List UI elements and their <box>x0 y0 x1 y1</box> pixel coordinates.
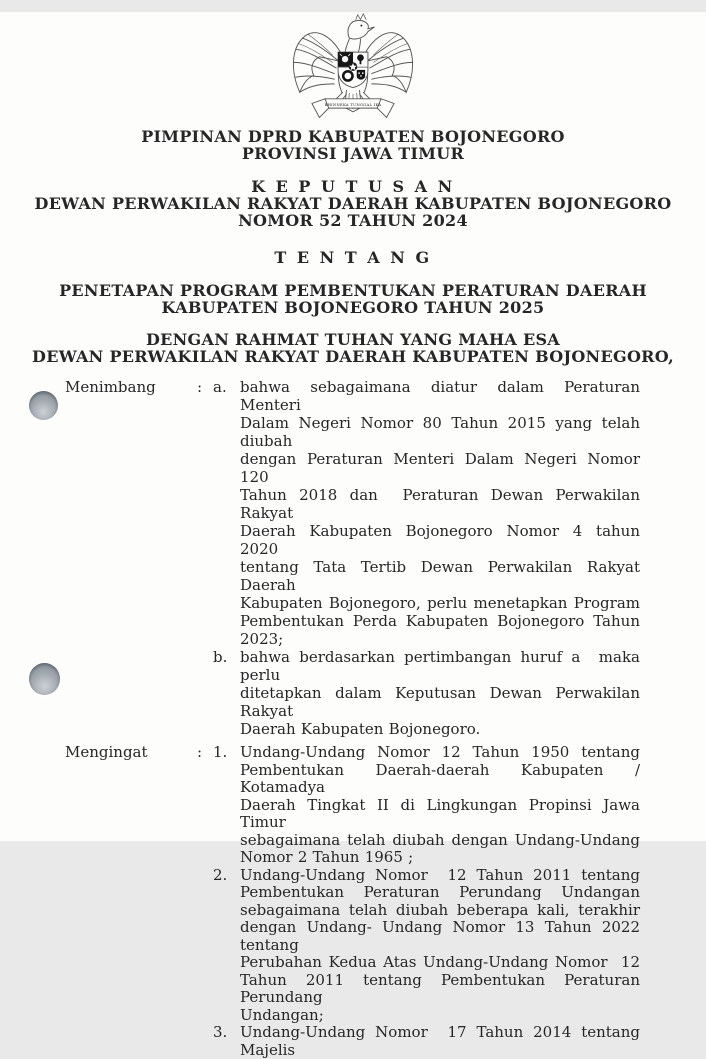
item-marker: a. <box>213 378 227 396</box>
motto-text: BHINNEKA TUNGGAL IKA <box>324 102 382 107</box>
text-line: Undang-Undang Nomor 12 Tahun 2011 tentang <box>240 865 640 884</box>
scanned-decree-page <box>0 12 706 1059</box>
text-line: Pembentukan Peraturan Perundang Undangan <box>240 883 640 901</box>
text-line: Undang-Undang Nomor 12 Tahun 1950 tentang <box>240 743 640 761</box>
menimbang-item-b <box>213 648 640 738</box>
clause-text <box>240 378 640 648</box>
subject-block <box>0 282 706 316</box>
mengingat-colon: : <box>197 743 203 761</box>
item-marker: 3. <box>213 1023 228 1041</box>
menimbang-items <box>213 378 640 738</box>
text-line: Undang-Undang Nomor 17 Tahun 2014 tentang Majelis <box>240 1023 640 1059</box>
motto-ribbon-icon <box>312 99 394 118</box>
text-line: Nomor 2 Tahun 1965 ; <box>240 848 414 866</box>
menimbang-colon: : <box>197 378 203 396</box>
item-marker: 1. <box>213 743 228 761</box>
star-icon <box>349 62 358 71</box>
text-line: Pembentukan Perda Kabupaten Bojonegoro Tahun <box>240 612 640 630</box>
text-line: tentang Tata Tertib Dewan Perwakilan Rakyat Daerah <box>240 558 640 594</box>
text-line: bahwa sebagaimana diatur dalam Peraturan Menteri <box>240 378 640 414</box>
preamble-line1: DENGAN RAHMAT TUHAN YANG MAHA ESA <box>145 330 561 349</box>
mengingat-label: Mengingat <box>65 743 148 761</box>
subject-line1: PENETAPAN PROGRAM PEMBENTUKAN PERATURAN DAERAH <box>59 281 647 300</box>
text-line: bahwa berdasarkan pertimbangan huruf a maka perlu <box>240 648 640 684</box>
hole-punch-bottom <box>29 663 60 695</box>
text-line: Undangan; <box>240 1005 324 1024</box>
text-line: sebagaimana telah diubah dengan Undang-Undang <box>240 830 640 849</box>
text-line: Kabupaten Bojonegoro, perlu menetapkan Program <box>240 594 640 612</box>
text-line: dengan Peraturan Menteri Dalam Negeri Nomor 120 <box>240 450 640 486</box>
item-marker: b. <box>213 648 228 666</box>
mengingat-items <box>213 744 640 1059</box>
text-line: ditetapkan dalam Keputusan Dewan Perwakilan Rakyat <box>240 684 640 720</box>
text-line: Daerah Kabupaten Bojonegoro Nomor 4 tahun 2020 <box>240 522 640 558</box>
tentang-heading: T E N T A N G <box>274 248 432 267</box>
text-line: Pembentukan Daerah-daerah Kabupaten / Kotamadya <box>240 760 640 796</box>
mengingat-item-2 <box>213 867 640 1025</box>
text-line: Tahun 2011 tentang Pembentukan Peraturan Perundang <box>240 970 640 1006</box>
eagle-head-icon <box>345 14 375 57</box>
menimbang-item-a <box>213 378 640 648</box>
garuda-pancasila-emblem <box>287 12 419 124</box>
text-line: 2023; <box>240 630 284 648</box>
text-line: dengan Undang- Undang Nomor 13 Tahun 2022 tentang <box>240 918 640 954</box>
item-marker: 2. <box>213 865 228 884</box>
clause-text <box>240 648 640 738</box>
text-line: Perubahan Kedua Atas Undang-Undang Nomor 12 <box>240 953 640 971</box>
text-line: sebagaimana telah diubah beberapa kali, terakhir <box>240 900 640 919</box>
keputusan-body: DEWAN PERWAKILAN RAKYAT DAERAH KABUPATEN BOJONEGORO <box>34 194 672 213</box>
clause-text <box>240 867 640 1025</box>
menimbang-section <box>0 378 706 738</box>
clause-text <box>240 744 640 867</box>
decree-title-block <box>0 178 706 229</box>
mengingat-section <box>0 744 706 1059</box>
text-line: Daerah Tingkat II di Lingkungan Propinsi Jawa Timur <box>240 795 640 831</box>
subject-line2: KABUPATEN BOJONEGORO TAHUN 2025 <box>161 298 545 317</box>
pancasila-shield-icon <box>338 52 368 87</box>
letterhead-line1: PIMPINAN DPRD KABUPATEN BOJONEGORO <box>141 127 565 146</box>
text-line: Dalam Negeri Nomor 80 Tahun 2015 yang telah diubah <box>240 414 640 450</box>
padi-kapas-icon <box>357 70 365 80</box>
hole-punch-top <box>29 391 58 420</box>
preamble-block <box>0 331 706 365</box>
mengingat-item-1 <box>213 744 640 867</box>
letterhead <box>0 128 706 162</box>
text-line: Tahun 2018 dan Peraturan Dewan Perwakilan Rakyat <box>240 486 640 522</box>
preamble-line2: DEWAN PERWAKILAN RAKYAT DAERAH KABUPATEN BOJONEGORO, <box>32 347 674 366</box>
menimbang-label: Menimbang <box>65 378 156 396</box>
text-line: Daerah Kabupaten Bojonegoro. <box>240 720 481 738</box>
mengingat-item-3 <box>213 1024 640 1059</box>
keputusan-title: K E P U T U S A N <box>251 177 455 196</box>
clause-text <box>240 1024 640 1059</box>
letterhead-line2: PROVINSI JAWA TIMUR <box>241 144 465 163</box>
keputusan-nomor: NOMOR 52 TAHUN 2024 <box>238 211 468 230</box>
